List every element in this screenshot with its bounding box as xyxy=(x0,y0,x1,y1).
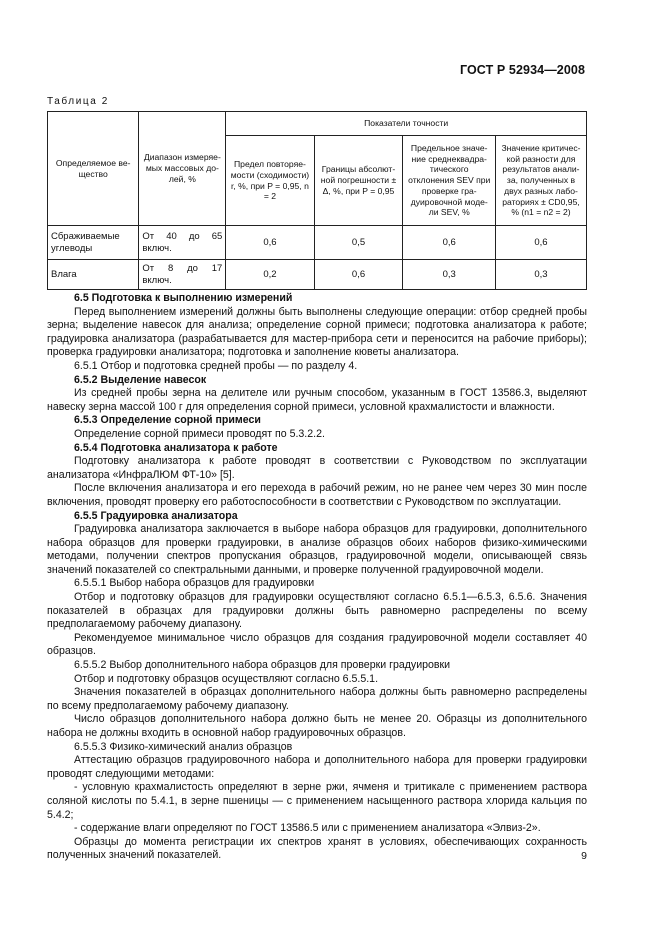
col-header-sev: Предельное значе-ние среднеквадра-тического отклонения SEV при проверке гра-дуировочной моде-ли SEV, % xyxy=(403,136,496,226)
col-group-accuracy: Показатели точности xyxy=(226,112,587,136)
cell-repeatability: 0,2 xyxy=(226,260,314,290)
section-heading: 6.5 Подготовка к выполнению измерений xyxy=(74,292,293,304)
accuracy-table xyxy=(47,111,587,290)
paragraph: 6.5.1 Отбор и подготовка средней пробы — по разделу 4. xyxy=(74,359,358,372)
subsubsection-heading: 6.5.5.3 Физико-химический анализ образцов xyxy=(74,740,293,753)
range-inclusive: включ. xyxy=(142,274,172,286)
range-from: От xyxy=(142,262,155,274)
paragraph: Подготовку анализатора к работе проводят в соответствии с Руководством по эксплуатации анализатора «ИнфраЛЮМ ФТ-10» [5]. xyxy=(47,455,587,481)
cell-sev: 0,3 xyxy=(403,260,496,290)
paragraph: После включения анализатора и его перехода в рабочий режим, но не ранее чем через 30 мин после включения, проводят проверку его работоспособности в соответствии с Руководством по эксплуатации. xyxy=(47,482,587,508)
range-from: От xyxy=(142,230,155,242)
paragraph: Градуировка анализатора заключается в выборе набора образцов для градуировки, дополнительного набора образцов для проверки градуировки, в анализе образцов обоих наборов физико-химическими методами, получении спектров пропускания образцов, градуировочной модели, описывающей связь значений показателей со спектральными данными, и проверке полученной градуировочной модели. xyxy=(47,523,587,576)
range-min: 40 xyxy=(166,230,177,242)
cell-repeatability: 0,6 xyxy=(226,226,314,260)
table-row xyxy=(48,226,587,260)
subsection-heading: 6.5.5 Градуировка анализатора xyxy=(74,509,238,522)
subsection-heading: 6.5.2 Выделение навесок xyxy=(74,373,207,386)
standard-code: ГОСТ Р 52934—2008 xyxy=(459,63,585,77)
table-caption: Таблица 2 xyxy=(47,96,109,107)
col-header-critical-diff: Значение критичес-кой разности для результатов анали-за, полученных в двух разных лабо-раториях ± CD0,95, % (n1 = n2 = 2) xyxy=(495,136,586,226)
col-header-repeatability: Предел повторяе-мости (сходимости) r, %, при P = 0,95, n = 2 xyxy=(226,136,314,226)
range-max: 17 xyxy=(211,262,223,274)
paragraph: Отбор и подготовку образцов для градуировки осуществляют согласно 6.5.1—6.5.3, 6.5.6. Значения показателей в образцах для градуировки должны быть равномерно распределены по всему предполагаемому рабочему диапазону. xyxy=(47,591,587,631)
row-substance-name: Сбраживаемые углеводы xyxy=(48,226,139,260)
body-text xyxy=(47,292,587,863)
page-number: 9 xyxy=(581,850,587,862)
row-range xyxy=(139,226,226,260)
paragraph: Образцы до момента регистрации их спектров хранят в условиях, обеспечивающих сохранность полученных значений показателей. xyxy=(47,835,587,862)
range-to: до xyxy=(188,230,200,242)
cell-sev: 0,6 xyxy=(403,226,496,260)
list-item: - условную крахмалистость определяют в зерне ржи, ячменя и тритикале с применением раствора соляной кислоты по 5.4.1, в зерне пшеницы — с применением насыщенного раствора хлорида кальция по 5.4.2; xyxy=(47,781,587,821)
paragraph: Определение сорной примеси проводят по 5.3.2.2. xyxy=(74,427,325,440)
col-header-error: Границы абсолют-ной погрешности ± Δ, %, при P = 0,95 xyxy=(314,136,403,226)
paragraph: Отбор и подготовку образцов осуществляют согласно 6.5.5.1. xyxy=(74,672,379,685)
subsection-heading: 6.5.3 Определение сорной примеси xyxy=(74,414,261,427)
cell-critical-diff: 0,6 xyxy=(495,226,586,260)
range-max: 65 xyxy=(211,230,223,242)
row-range xyxy=(139,260,226,290)
paragraph: Аттестацию образцов градуировочного набора и дополнительного набора для проверки градуировки проводят следующими методами: xyxy=(47,754,587,780)
table-row xyxy=(48,260,587,290)
row-substance-name: Влага xyxy=(48,260,139,290)
paragraph: Из средней пробы зерна на делителе или ручным способом, указанным в ГОСТ 13586.3, выделяют навеску зерна массой 100 г для определения сорной примеси, условной крахмалистости и влажности. xyxy=(47,387,587,413)
range-to: до xyxy=(187,262,198,274)
col-header-range: Диапазон измеряе-мых массовых до-лей, % xyxy=(139,112,226,226)
range-inclusive: включ. xyxy=(142,242,172,254)
paragraph: Перед выполнением измерений должны быть выполнены следующие операции: отбор средней пробы зерна; выделение навесок для анализа; определение сорной примеси; подготовка анализатора к работе; градуировка анализатора (разрабатывается для мастер-прибора сети и переносится на рабочие приборы); проверка градуировки анализатора; подготовка и заполнение кюветы анализатора. xyxy=(47,305,587,359)
col-header-substance: Определяемое ве-щество xyxy=(48,112,139,226)
subsection-heading: 6.5.4 Подготовка анализатора к работе xyxy=(74,441,278,454)
cell-error: 0,6 xyxy=(314,260,403,290)
list-item: - содержание влаги определяют по ГОСТ 13586.5 или с применением анализатора «Элвиз-2». xyxy=(74,822,541,835)
paragraph: Рекомендуемое минимальное число образцов для создания градуировочной модели составляет 40 образцов. xyxy=(47,631,587,658)
cell-critical-diff: 0,3 xyxy=(495,260,586,290)
subsubsection-heading: 6.5.5.1 Выбор набора образцов для градуировки xyxy=(74,577,315,590)
subsubsection-heading: 6.5.5.2 Выбор дополнительного набора образцов для проверки градуировки xyxy=(74,659,451,672)
range-min: 8 xyxy=(167,262,174,274)
paragraph: Число образцов дополнительного набора должно быть не менее 20. Образцы из дополнительного набора не должны входить в основной набор градуировочных образцов. xyxy=(47,713,587,739)
cell-error: 0,5 xyxy=(314,226,403,260)
paragraph: Значения показателей в образцах дополнительного набора должны быть равномерно распределены по всему предполагаемому рабочему диапазону. xyxy=(47,686,587,712)
